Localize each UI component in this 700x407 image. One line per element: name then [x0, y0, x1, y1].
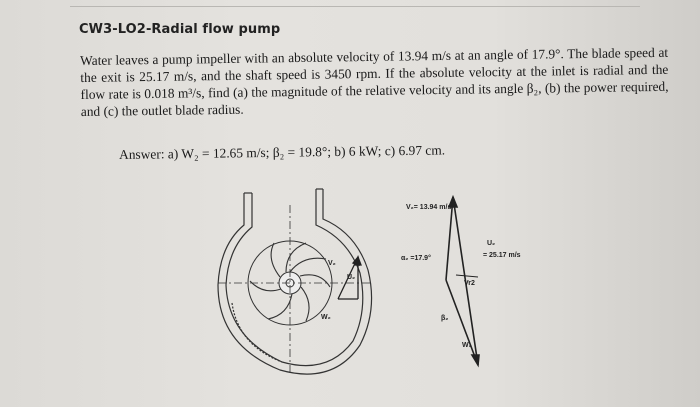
pump-velocity-diagram: [208, 175, 538, 395]
page-title: CW3-LO2-Radial flow pump: [79, 22, 281, 37]
answer-line: Answer: a) W₂ = 12.65 m/s; β₂ = 19.8°; b) 6 kW; c) 6.97 cm.: [119, 142, 446, 162]
impeller: [218, 205, 373, 375]
beta-label: β₂: [441, 315, 449, 322]
u2-label: U₂: [487, 240, 496, 247]
vr2-label: Vr2: [464, 280, 475, 287]
v2-value-label: V₂= 13.94 m/s: [406, 204, 452, 211]
pump-w2-label: W₂: [321, 314, 331, 321]
u2-value-label: = 25.17 m/s: [483, 252, 521, 259]
w2-label: W₂: [462, 342, 472, 349]
alpha-label: α₂ =17.9°: [401, 255, 431, 262]
problem-statement: Water leaves a pump impeller with an absolute velocity of 13.94 m/s at an angle of 17.9°. The blade speed at the exit is 25.17 m/s, and the shaft speed is 3450 rpm. If the absolute velocity at the inlet is radial and the flow rate is 0.018 m³/s, find (a) the magnitude of the relative velocity and its angle β₂, (b) the power required, and (c) the outlet blade radius.: [80, 44, 669, 119]
pump-v2-label: V₂: [328, 260, 336, 267]
divider: [70, 6, 640, 7]
pump-u2-label: U₂: [347, 274, 356, 281]
